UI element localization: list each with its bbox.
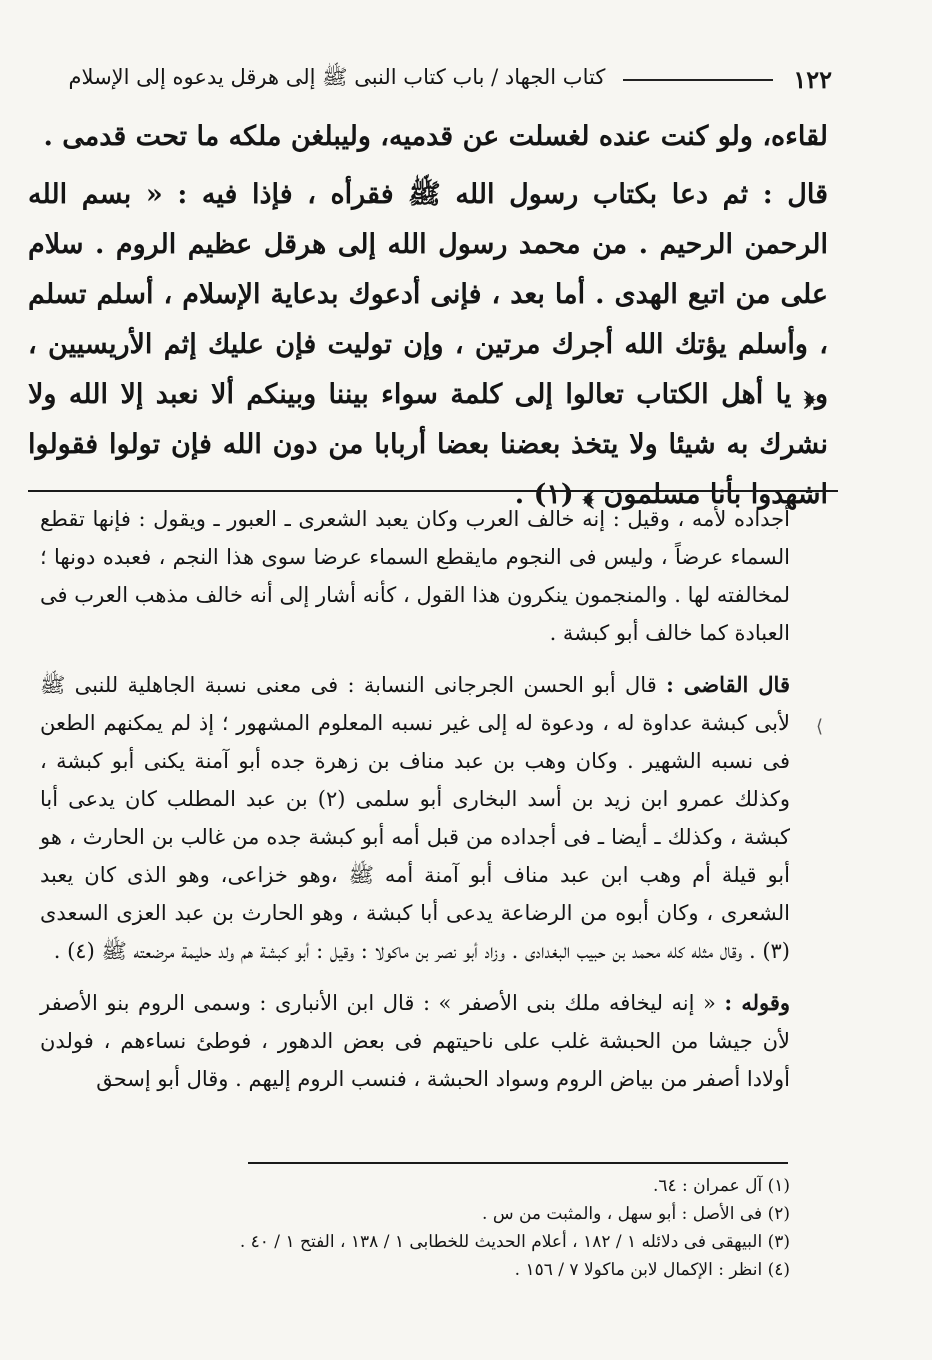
footnote-divider: [248, 1162, 788, 1164]
footnote: (٤) انظر : الإكمال لابن ماكولا ٧ / ١٥٦ .: [514, 1260, 790, 1280]
footnote: (١) آل عمران : ٦٤.: [652, 1176, 790, 1196]
paragraph-lead: وقوله :: [724, 990, 791, 1015]
hadith-text: [28, 112, 828, 520]
hadith-paragraph: قال : ثم دعا بكتاب رسول الله ﷺ فقرأه ، فإذا فيه : « بسم الله الرحمن الرحيم . من محمد رسول الله إلى هرقل عظيم الروم . سلام على من اتبع الهدى . أما بعد ، فإنى أدعوك بدعاية الإسلام ، أسلم تسلم ، وأسلم يؤتك الله أجرك مرتين ، وإن توليت فإن عليك إثم الأريسيين ، و﴿ يا أهل الكتاب تعالوا إلى كلمة سواء بيننا وبينكم ألا نعبد إلا الله ولا نشرك به شيئا ولا يتخذ بعضنا بعضا أربابا من دون الله فإن تولوا فقولوا اشهدوا بأنا مسلمون ﴾ (١) .: [28, 179, 828, 510]
footnote: (٣) البيهقى فى دلائله ١ / ١٨٢ ، أعلام الحديث للخطابى ١ / ١٣٨ ، الفتح ١ / ٤٠ .: [239, 1232, 790, 1252]
commentary: [40, 500, 790, 1112]
running-title: كتاب الجهاد / باب كتاب النبى ﷺ إلى هرقل يدعوه إلى الإسلام: [68, 65, 606, 89]
footnotes: [40, 1172, 790, 1284]
running-header: [22, 64, 832, 95]
commentary-paragraph: أجداده لأمه ، وقيل : إنه خالف العرب وكان يعبد الشعرى ـ العبور ـ ويقول : فإنها تقطع السماء عرضاً ، وليس فى النجوم مايقطع السماء عرضا سوى هذا النجم ، فعبده دونها ؛ لمخالفته لها . والمنجمون ينكرون هذا القول ، كأنه أشار إلى أنه خالف مذهب العرب فى العبادة كما خالف أبو كبشة .: [40, 507, 790, 645]
section-divider: [28, 490, 838, 492]
page-number: ١٢٢: [793, 65, 832, 94]
margin-mark: ⟨: [816, 716, 824, 737]
hadith-paragraph: لقاءه، ولو كنت عنده لغسلت عن قدميه، وليبلغن ملكه ما تحت قدمى .: [43, 121, 828, 152]
header-rule: [623, 79, 773, 81]
footnote: (٢) فى الأصل : أبو سهل ، والمثبت من س .: [482, 1204, 790, 1224]
commentary-paragraph: قال القاضى : قال أبو الحسن الجرجانى النسابة : فى معنى نسبة الجاهلية للنبى ﷺ لأبى كبشة عداوة له ، ودعوة له إلى غير نسبه المعلوم المشهور ؛ إذ لم يمكنهم الطعن فى نسبه الشهير . وكان وهب بن عبد مناف بن زهرة جده أبو آمنة يكنى أبو كبشة ، وكذلك عمرو ابن زيد بن أسد البخارى أبو سلمى (٢) بن عبد المطلب كان يدعى أبا كبشة ، وكذلك ـ أيضا ـ فى أجداده من قبل أمه أبو كبشة جده من غالب بن الحارث ، هو أبو قيلة أم وهب ابن عبد مناف أبو آمنة أمه ﷺ ،وهو خزاعى، وهو الذى كان يعبد الشعرى ، وكان أبوه من الرضاعة يدعى أبا كبشة ، وهو الحارث بن عبد العزى السعدى (٣) . وقال مثله كله محمد بن حبيب البغدادى . وزاد أبو نصر بن ماكولا : وقيل : أبو كبشة هم ولد حليمة مرضعته ﷺ (٤) .: [40, 672, 790, 963]
paragraph-lead: قال القاضى :: [666, 672, 790, 697]
commentary-paragraph: وقوله : « إنه ليخافه ملك بنى الأصفر » : قال ابن الأنبارى : وسمى الروم بنو الأصفر لأن جيشا من الحبشة غلب على ناحيتهم فى بعض الدهور ، فوطئ نساءهم ، فولدن أولادا أصفر من بياض الروم وسواد الحبشة ، فنسب الروم إليهم . وقال أبو إسحق: [40, 990, 791, 1091]
